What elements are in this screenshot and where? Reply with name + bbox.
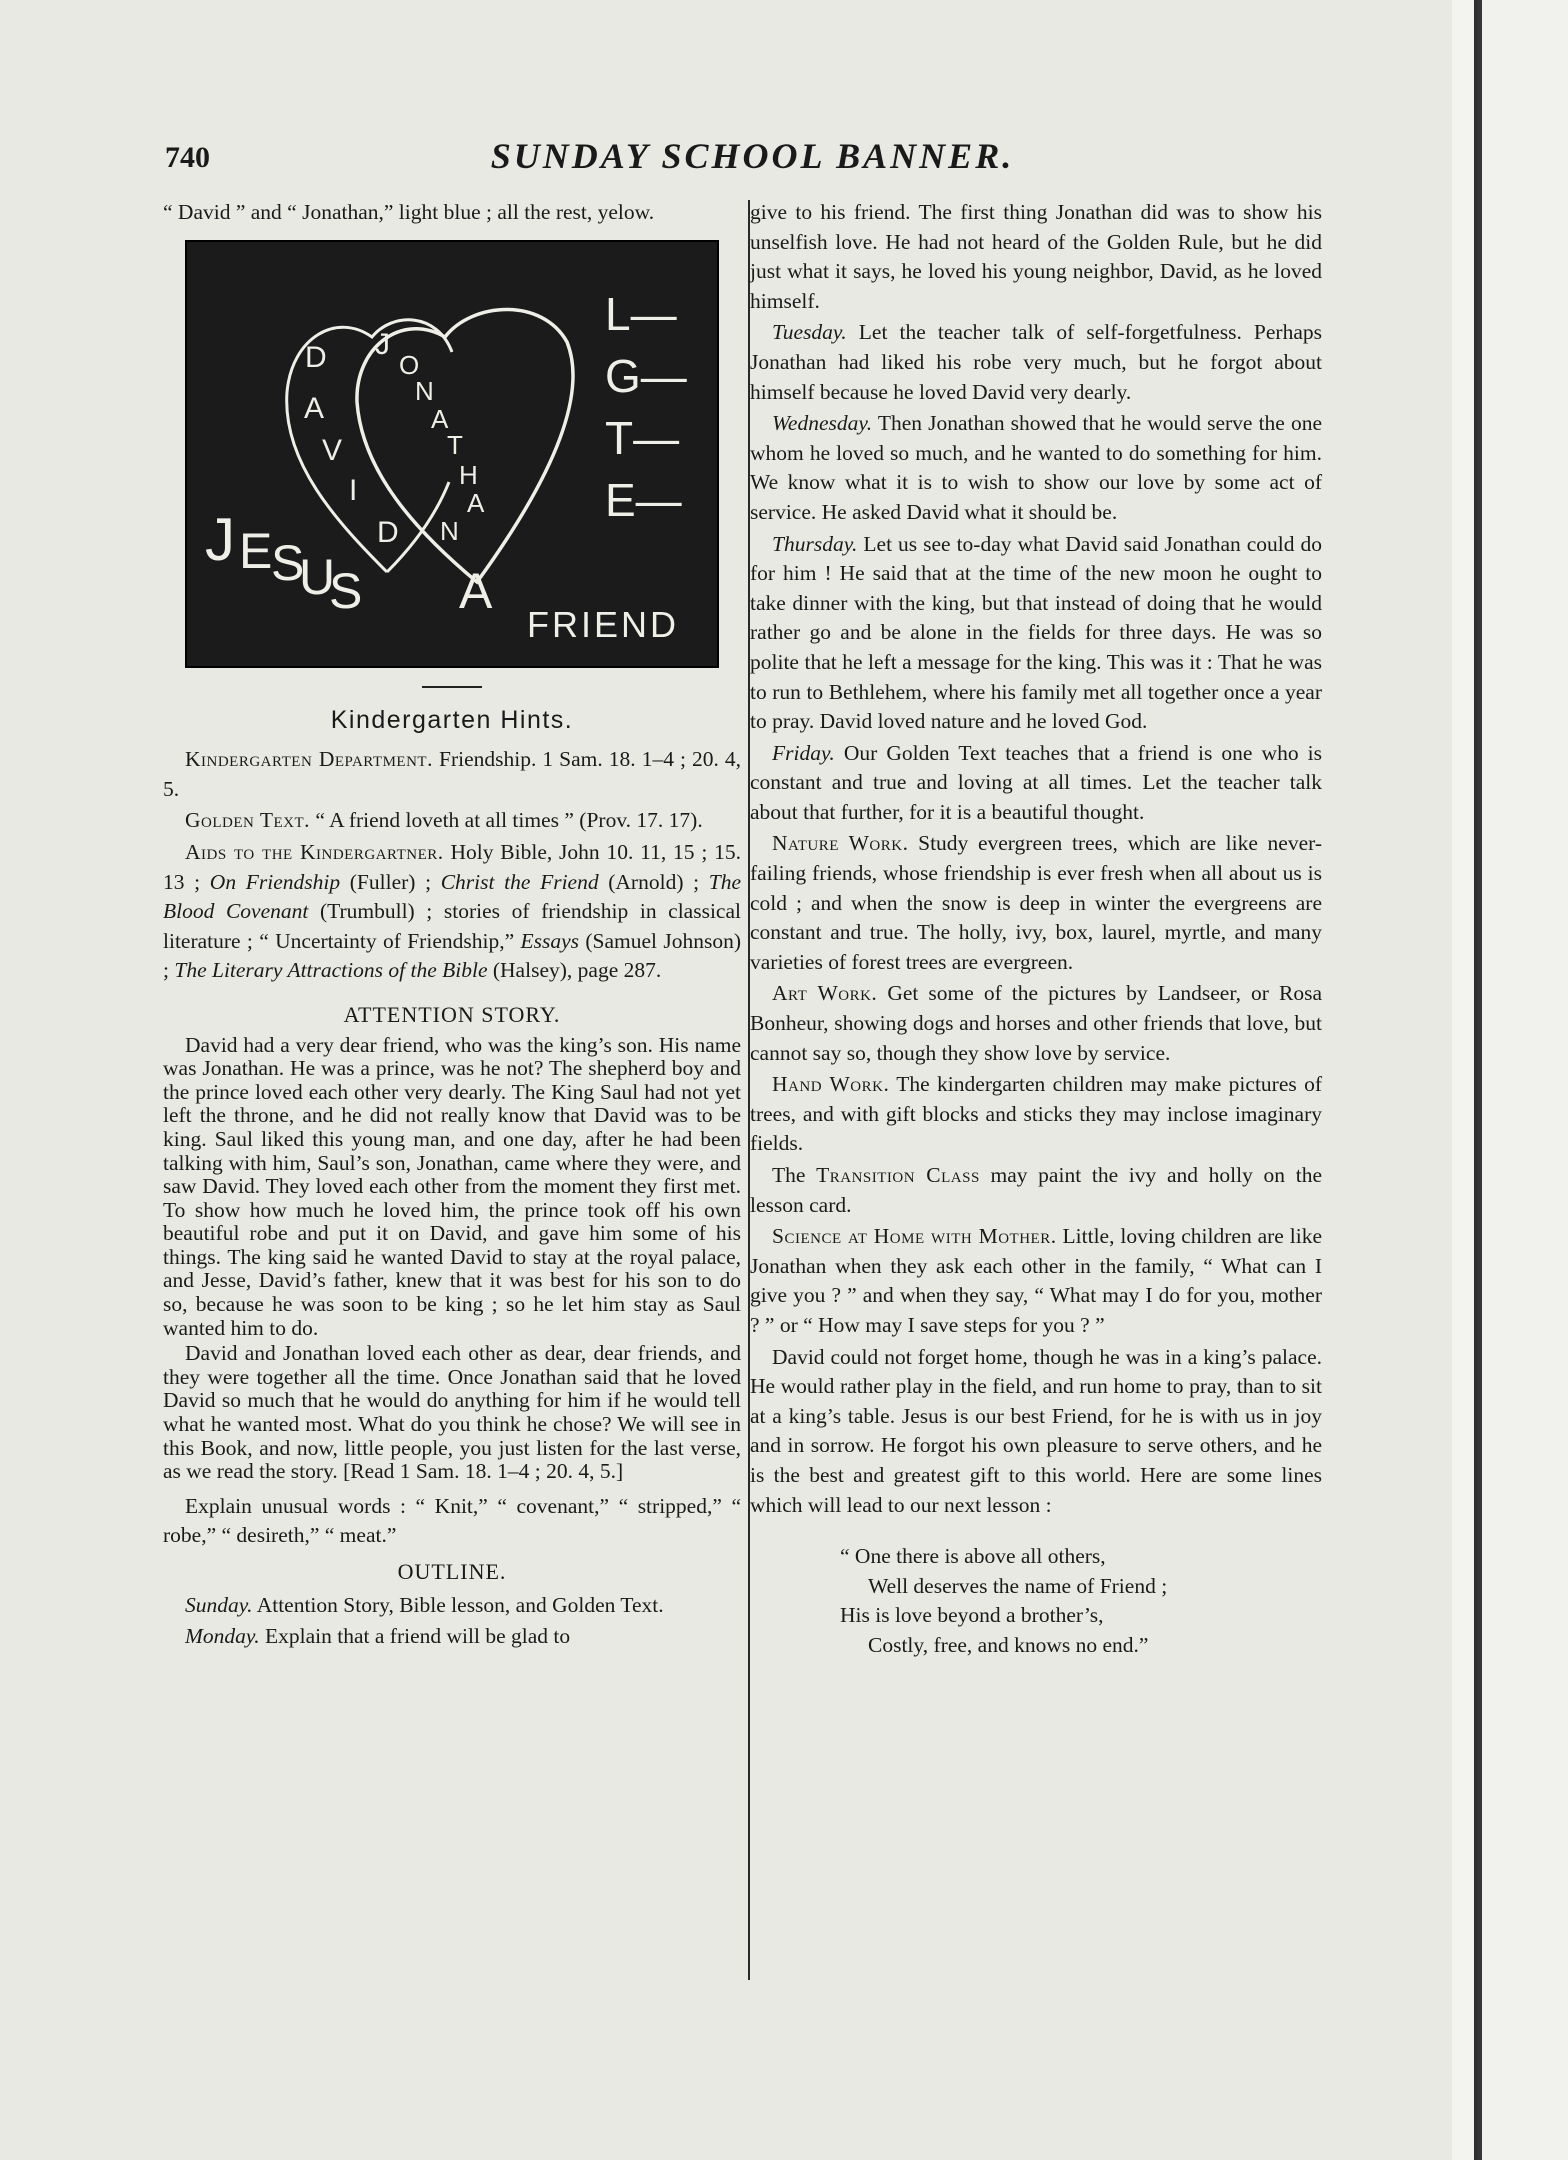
poem-line: His is love beyond a brother’s, <box>840 1603 1104 1628</box>
jesus-letter: U <box>299 548 336 605</box>
day-text: Our Golden Text teaches that a friend is one who is constant and true and loving at all times. Let the teacher talk about that further, for it is a beautiful thought. <box>750 740 1323 824</box>
aids-paragraph <box>163 838 741 986</box>
jonathan-letter: H <box>459 459 478 490</box>
story-title: ATTENTION STORY. <box>343 1001 561 1027</box>
section-title: Kindergarten Hints. <box>330 705 574 734</box>
poem-line: Costly, free, and knows no end.” <box>868 1632 1149 1657</box>
hand-text: The kindergarten children may make pictures of trees, and with gift blocks and sticks they may inclose imaginary fields. <box>750 1072 1322 1156</box>
monday-paragraph <box>163 1622 741 1652</box>
emblem-letter-e: E— <box>605 473 682 526</box>
sunday-paragraph <box>163 1591 741 1621</box>
aids-text: Holy Bible, John 10. 11, 15 ; 15. 13 ; <box>163 839 742 894</box>
section-rule <box>422 686 482 688</box>
nature-label: Nature Work. <box>772 831 909 856</box>
day-label: Wednesday. <box>772 411 873 436</box>
poem <box>840 1542 1322 1660</box>
jesus-letter: J <box>205 505 235 573</box>
transition-text: may paint the ivy and holly on the lesson card. <box>750 1163 1323 1217</box>
adjacent-page-edge <box>1452 0 1568 2160</box>
wednesday-paragraph <box>750 409 1322 527</box>
dept-paragraph <box>163 745 741 804</box>
emblem-letter-t: T— <box>605 411 680 464</box>
david-letter: A <box>304 391 325 425</box>
transition-label: Transition Class <box>816 1163 980 1187</box>
day-label: Friday. <box>772 740 835 765</box>
transition-paragraph <box>750 1161 1322 1220</box>
dept-text: Friendship. 1 Sam. 18. 1–4 ; 20. 4, 5. <box>163 747 742 801</box>
book-title: Essays <box>520 928 580 953</box>
jesus-friend-emblem <box>185 240 719 668</box>
thursday-paragraph <box>750 530 1322 737</box>
book-title: Christ the Friend <box>440 869 599 894</box>
dept-label: Kindergarten Department. <box>185 747 433 772</box>
day-label: Thursday. <box>772 531 858 556</box>
jonathan-letter: N <box>440 515 459 546</box>
day-text: Then Jonathan showed that he would serve the one whom he loved so much, and he wanted to do something for him. We know what it is to wish to show our love by some act of service. He asked David what it should be. <box>750 411 1322 524</box>
transition-pre: The <box>772 1163 806 1187</box>
jonathan-letter: T <box>447 429 463 460</box>
golden-text: “ A friend loveth at all times ” (Prov. 17. 17). <box>315 808 703 833</box>
jonathan-letter: O <box>399 349 420 380</box>
science-label: Science at Home with Mother. <box>772 1224 1057 1249</box>
running-title: SUNDAY SCHOOL BANNER. <box>490 136 1015 176</box>
art-label: Art Work. <box>772 981 878 1006</box>
day-text: Let the teacher talk of self-forgetfulness. Perhaps Jonathan had liked his robe very much, but he forgot about himself because he loved David very dearly. <box>750 320 1323 404</box>
day-label: Sunday. <box>185 1592 253 1617</box>
emblem-letter-g: G— <box>605 349 687 402</box>
golden-label: Golden Text. <box>185 808 311 833</box>
golden-text-paragraph <box>163 806 741 836</box>
jonathan-letter: N <box>415 375 434 406</box>
jonathan-letter: J <box>375 327 390 361</box>
closing-paragraph: David could not forget home, though he was in a king’s palace. He would rather play in the field, and run home to pray, than to sit at a king’s table. Jesus is our best Friend, for he is with us in joy and in sorrow. He forgot his own pleasure to serve others, and he is the best and greatest gift to this world. Here are some lines which will lead to our next lesson : <box>750 1344 1322 1517</box>
book-title: On Friendship <box>209 869 341 894</box>
story-paragraph: David and Jonathan loved each other as dear, dear friends, and they were together all the time. Once Jonathan said that he loved David so much that he would do anything for him if he would tell what he wanted most. What do you think he chose? We will see in this Book, and now, little people, you just listen for the last verse, as we read the story. [Read 1 Sam. 18. 1–4 ; 20. 4, 5.] <box>163 1341 741 1484</box>
aids-label: Aids to the Kindergartner. <box>185 839 444 864</box>
book-title: The Literary Attractions of the Bible <box>174 958 488 983</box>
art-work-paragraph <box>750 979 1322 1068</box>
day-text: Explain that a friend will be glad to <box>265 1624 571 1649</box>
story-paragraph: David had a very dear friend, who was the king’s son. His name was Jonathan. He was a prince, was he not? The shepherd boy and the prince loved each other very dearly. The King Saul had not yet left the throne, and he did not really know that David was to be king. Saul liked this young man, and one day, after he had been talking with him, Saul’s son, Jonathan, came where they were, and saw David. They loved each other from the moment they first met. To show how much he loved him, the prince took off his own beautiful robe and put it on David, and gave him some of his things. The king said he wanted David to stay at the royal palace, and Jesse, David’s father, knew that it was best for his son to do so, because he was soon to be king ; so he let him stay as Saul wanted him to do. <box>163 1032 741 1340</box>
intro-line: “ David ” and “ Jonathan,” light blue ; all the rest, yelow. <box>163 200 655 224</box>
tuesday-paragraph <box>750 318 1322 407</box>
nature-work-paragraph <box>750 829 1322 977</box>
aids-text: (Samuel Johnson) ; <box>163 928 742 983</box>
page-number: 740 <box>165 141 210 174</box>
day-label: Monday. <box>185 1624 260 1649</box>
science-text: Little, loving children are like Jonathan when they ask each other in the family, “ What can I give you ? ” and when they say, “ What may I do for you, mother ? ” or “ How may I save steps for you ? ” <box>750 1224 1323 1337</box>
outline-title: OUTLINE. <box>397 1559 507 1584</box>
poem-line: “ One there is above all others, <box>840 1544 1106 1569</box>
david-letter: I <box>349 473 358 507</box>
right-column <box>750 198 1322 1661</box>
jonathan-letter: A <box>467 487 485 518</box>
friday-paragraph <box>750 739 1322 828</box>
day-label: Tuesday. <box>772 320 847 345</box>
day-text: Let us see to-day what David said Jonathan could do for him ! He said that at the time of the new moon he ought to take dinner with the king, but that instead of doing that he would rather go and be alone in the fields for three days. He was so polite that he left a message for the king. This was it : That he was to run to Bethlehem, where his family met all together once a year to pray. David loved nature and he loved God. <box>750 531 1323 734</box>
jesus-letter: S <box>271 534 305 591</box>
continued-paragraph: give to his friend. The first thing Jonathan did was to show his unselfish love. He had not heard of the Golden Rule, but he did just what it says, he loved his young neighbor, David, as he loved himself. <box>750 200 1322 313</box>
art-text: Get some of the pictures by Landseer, or Rosa Bonheur, showing dogs and horses and other friends that love, but cannot say so, though they show love by service. <box>750 981 1323 1065</box>
david-letter: V <box>322 433 343 467</box>
aids-text: (Trumbull) ; stories of friendship in classical literature ; “ Uncertainty of Friendship,” <box>163 899 741 953</box>
book-title: The Blood Covenant <box>163 869 742 924</box>
poem-line: Well deserves the name of Friend ; <box>868 1573 1168 1598</box>
nature-text: Study evergreen trees, which are like never-failing friends, whose friendship is ever fresh when all about us is cold ; and when the snow is deep in winter the evergreens are constant and true. The holly, ivy, box, laurel, myrtle, and many varieties of forest trees are evergreen. <box>750 831 1323 974</box>
hand-work-paragraph <box>750 1070 1322 1159</box>
page-header <box>165 135 1340 185</box>
day-text: Attention Story, Bible lesson, and Golden Text. <box>256 1592 664 1617</box>
emblem-friend: FRIEND <box>527 603 679 645</box>
emblem-a: A <box>459 562 493 619</box>
jesus-letter: S <box>329 562 363 619</box>
emblem-letter-l: L— <box>605 287 677 340</box>
aids-text: (Arnold) ; <box>608 869 700 894</box>
david-letter: D <box>305 340 327 374</box>
science-paragraph <box>750 1222 1322 1340</box>
jonathan-letter: A <box>431 403 449 434</box>
aids-text: (Fuller) ; <box>349 869 432 894</box>
hand-label: Hand Work. <box>772 1072 890 1097</box>
jesus-letter: E <box>239 522 273 579</box>
david-letter: D <box>377 515 399 549</box>
left-column <box>163 198 741 1654</box>
aids-text: (Halsey), page 287. <box>492 958 662 983</box>
explain-paragraph: Explain unusual words : “ Knit,” “ covenant,” “ stripped,” “ robe,” “ desireth,” “ meat.” <box>163 1493 741 1548</box>
